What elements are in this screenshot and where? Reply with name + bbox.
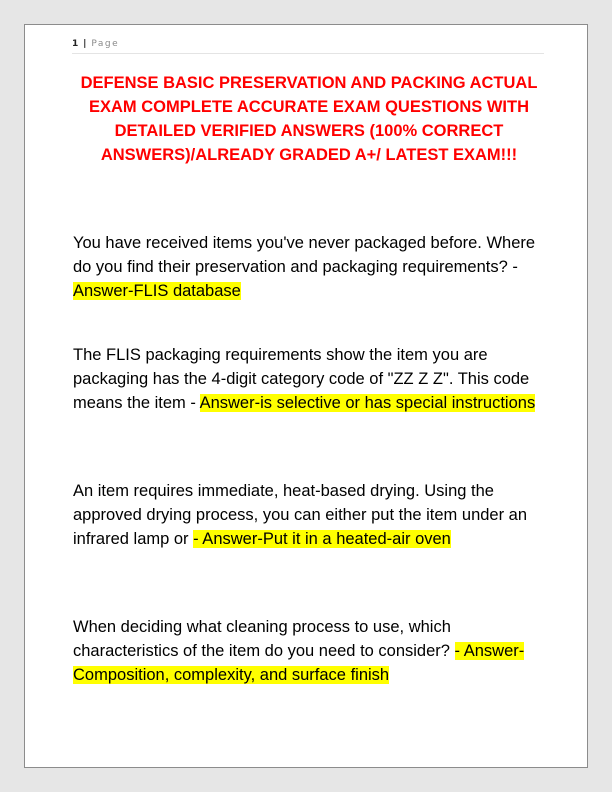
- page-label: Page: [91, 39, 120, 49]
- answer-text: Answer-FLIS database: [73, 282, 241, 300]
- question-text: You have received items you've never packaged before. Where do you find their preservation and packaging requirements? -: [73, 234, 536, 276]
- answer-text: - Answer-Put it in a heated-air oven: [193, 530, 451, 548]
- qa-item-4: [73, 615, 543, 687]
- question-text: When deciding what cleaning process to use, which characteristics of the item do you need to consider?: [73, 618, 455, 660]
- answer-text: - Answer-Composition, complexity, and surface finish: [73, 642, 525, 684]
- question-text: An item requires immediate, heat-based drying. Using the approved drying process, you can either put the item under an infrared lamp or: [73, 482, 528, 548]
- question-text: The FLIS packaging requirements show the item you are packaging has the 4-digit category code of "ZZ Z Z". This code means the item -: [73, 346, 530, 412]
- qa-item-3: [73, 479, 543, 551]
- page-number: 1: [72, 39, 79, 49]
- document-title: DEFENSE BASIC PRESERVATION AND PACKING ACTUAL EXAM COMPLETE ACCURATE EXAM QUESTIONS WITH DETAILED VERIFIED ANSWERS (100% CORRECT ANSWERS)/ALREADY GRADED A+/ LATEST EXAM!!!: [80, 74, 538, 164]
- document-page: [24, 24, 588, 768]
- header-separator: |: [83, 39, 87, 49]
- answer-text: Answer-is selective or has special instructions: [199, 394, 536, 412]
- qa-item-2: [73, 343, 543, 415]
- page-header: [72, 37, 544, 54]
- qa-item-1: [73, 231, 543, 303]
